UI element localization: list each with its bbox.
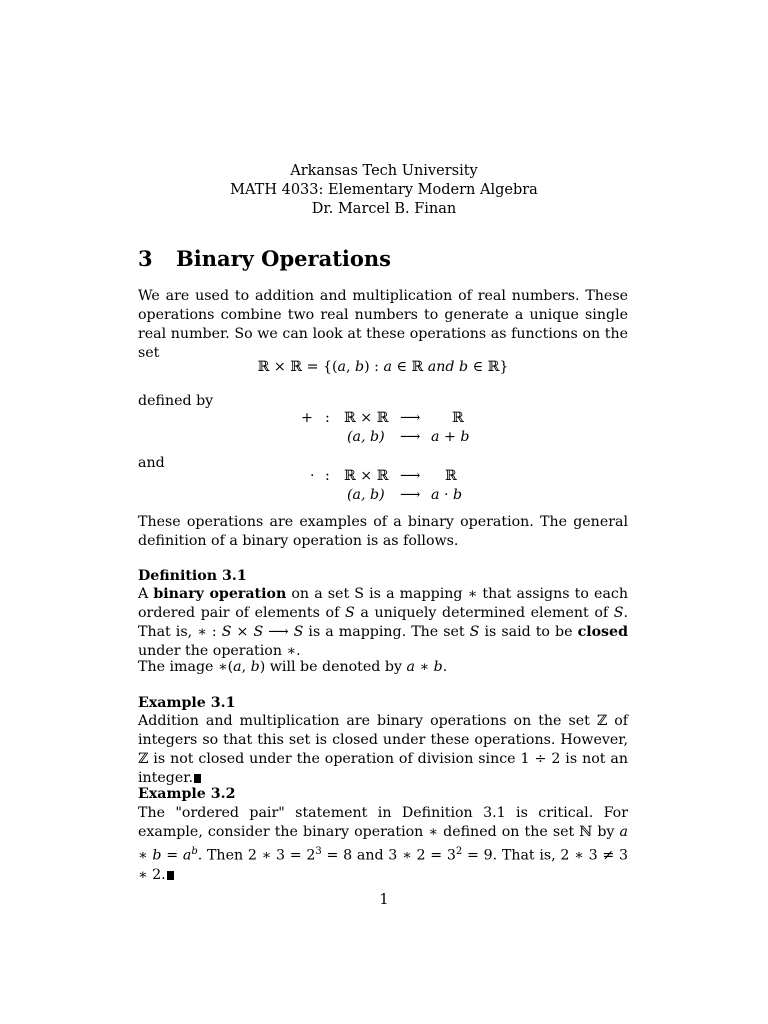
definition-heading: Definition 3.1 [138,568,247,584]
plus-map-row-2: (a, b) ⟶ a + b [347,429,470,445]
set-equation: ℝ × ℝ = {(a, b) : a ∈ ℝ and b ∈ ℝ} [257,359,509,375]
dot-map-row-2: (a, b) ⟶ a · b [347,487,463,503]
and-label: and [138,455,165,471]
qed-box-icon [167,871,174,880]
example-2-text: The "ordered pair" statement in Definition 3.1 is critical. For example, consider the binary operation ∗ defined on the set ℕ by a ∗ $b = a^b$. Then 2 ∗ $3 = 2^3 = 8$ and 3 ∗ $2 = 3^2 = 9$. That is, 2 ∗ 3 ≠ 3 ∗ 2. [138,805,628,883]
section-heading [138,246,391,271]
course-title: MATH 4033: Elementary Modern Algebra [230,182,538,198]
section-title-text: Binary Operations [176,246,391,271]
defined-by-label: defined by [138,393,214,409]
section-number: 3 [138,246,153,271]
definition-text: A binary operation on a set S is a mapping ∗ that assigns to each ordered pair of elements of S a uniquely determined element of S. That is, ∗ : S × S ⟶ S is a mapping. The set S is said to be closed under the operation ∗. [138,586,628,659]
example-2-heading: Example 3.2 [138,786,236,802]
plus-map-row-1: + : ℝ × ℝ ⟶ ℝ [301,410,464,426]
image-note: The image ∗(a, b) will be denoted by a ∗ b. [138,659,448,675]
example-1-heading: Example 3.1 [138,695,236,711]
plus-operator: + [301,410,313,426]
intro-paragraph: We are used to addition and multiplication of real numbers. These operations combine two real numbers to generate a unique single real number. So we can look at these operations as functions on the set [138,288,628,361]
page-number: 1 [379,892,389,908]
document-header [0,162,768,219]
author-name: Dr. Marcel B. Finan [311,201,457,217]
dot-operator: · [310,468,315,484]
dot-map-row-1: · : ℝ × ℝ ⟶ ℝ [310,468,457,484]
example-1-text: Addition and multiplication are binary operations on the set ℤ of integers so that this set is closed under these operations. However, ℤ is not closed under the operation of division since 1 ÷ 2 is not an integer. [138,713,628,786]
university-name: Arkansas Tech University [290,163,478,179]
closed-term: closed [577,624,628,640]
examples-intro-paragraph: These operations are examples of a binary operation. The general definition of a binary operation is as follows. [138,514,628,549]
binary-operation-term: binary operation [153,586,287,602]
qed-box-icon [194,774,201,783]
